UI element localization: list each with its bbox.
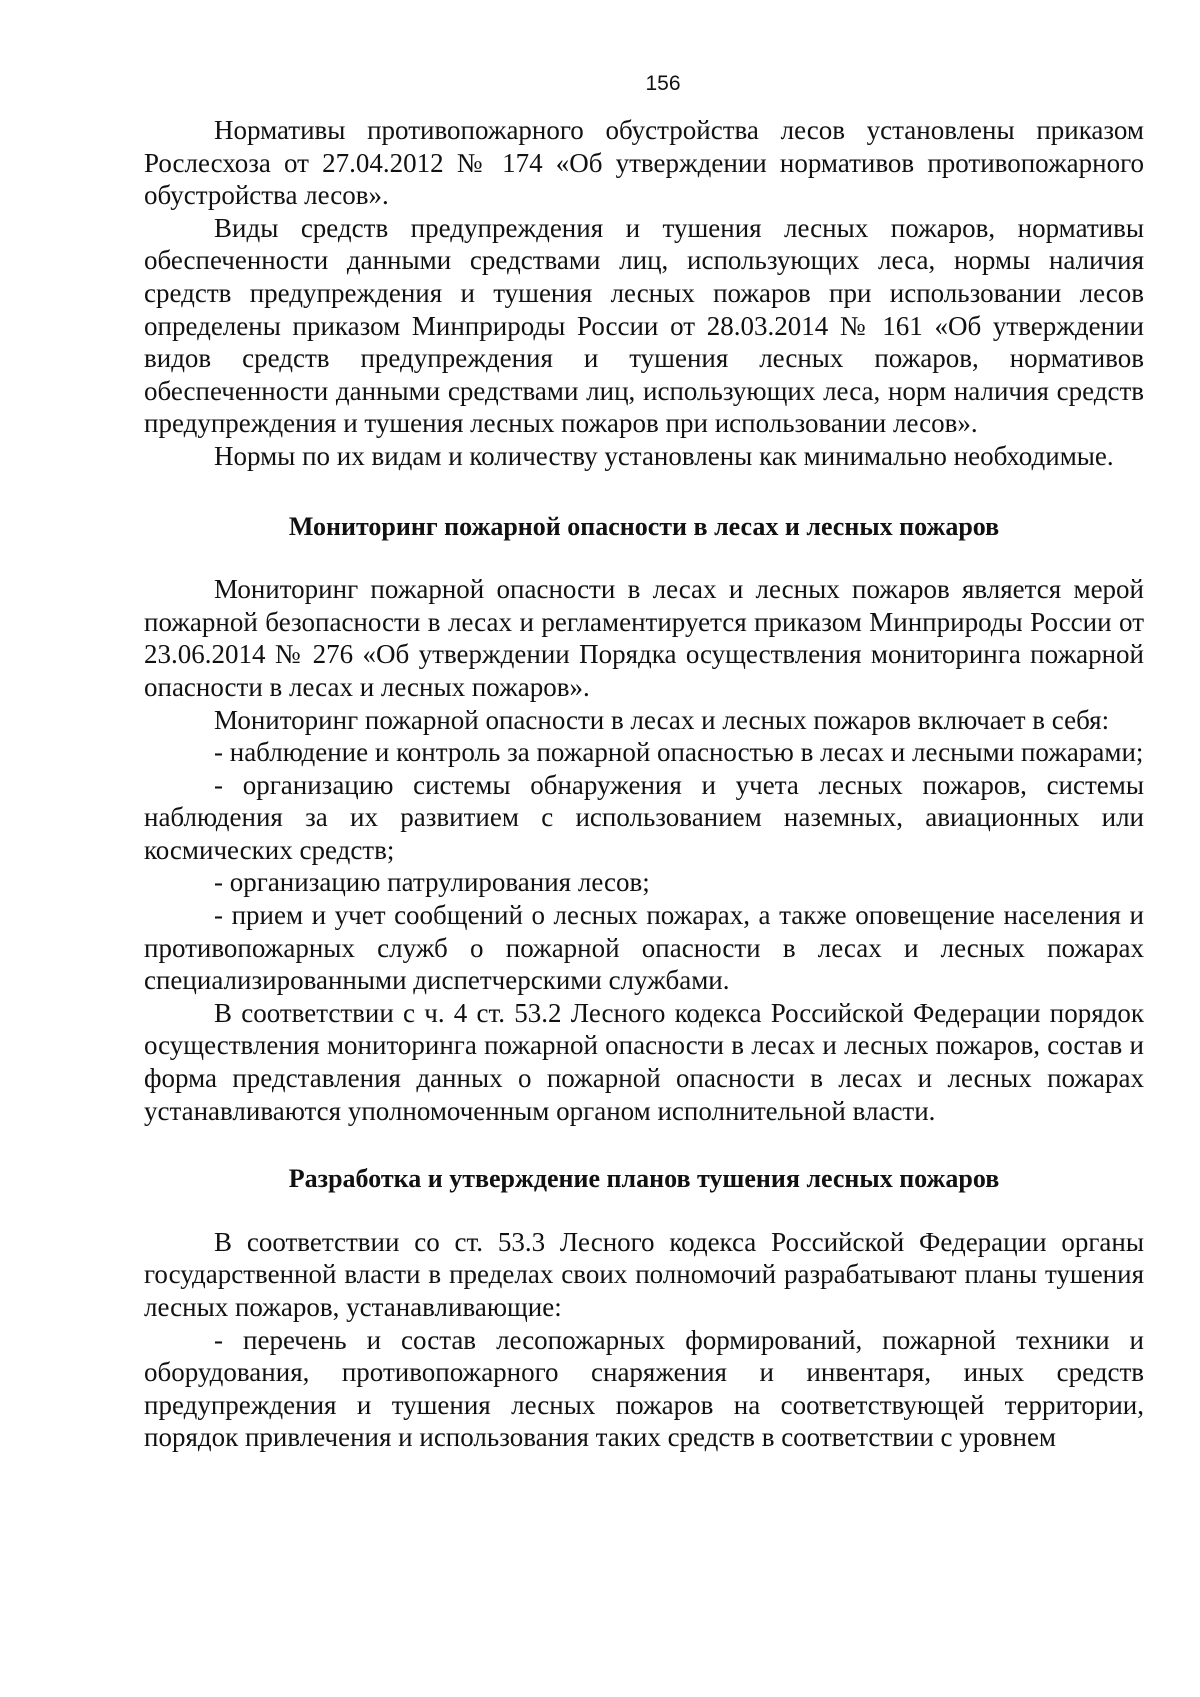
paragraph-monitoring-procedure: В соответствии с ч. 4 ст. 53.2 Лесного кодекса Российской Федерации порядок осуществления мониторинга пожарной опасности в лесах и лесных пожаров, состав и форма представления данных о пожарной опасности в лесах и лесных пожарах устанавливаются уполномоченным органом исполнительной власти. (144, 997, 1144, 1126)
paragraph-monitoring-includes: Мониторинг пожарной опасности в лесах и лесных пожаров включает в себя: (214, 704, 1110, 735)
list-item-reports: - прием и учет сообщений о лесных пожарах, а также оповещение населения и противопожарных служб о пожарной опасности в лесах и лесных пожарах специализированными диспетчерскими службами. (144, 900, 1144, 996)
list-item-patrolling: - организацию патрулирования лесов; (214, 867, 650, 898)
list-item-observation: - наблюдение и контроль за пожарной опасностью в лесах и лесными пожарами; (214, 737, 1144, 768)
paragraph-fire-means-types: Виды средств предупреждения и тушения лесных пожаров, нормативы обеспеченности данными средствами лиц, использующих леса, нормы наличия средств предупреждения и тушения лесных пожаров при использовании лесов определены приказом Минприроды России от 28.03.2014 № 161 «Об утверждении видов средств предупреждения и тушения лесных пожаров, нормативов обеспеченности данными средствами лиц, использующих леса, норм наличия средств предупреждения и тушения лесных пожаров при использовании лесов». (144, 212, 1144, 439)
page-number: 156 (645, 72, 681, 95)
list-item-detection-system: - организацию системы обнаружения и учета лесных пожаров, системы наблюдения за их развитием с использованием наземных, авиационных или космических средств; (144, 769, 1144, 865)
section-heading-fire-plans: Разработка и утверждение планов тушения лесных пожаров (288, 1164, 1000, 1194)
document-body (144, 114, 1144, 1454)
section-heading-monitoring: Мониторинг пожарной опасности в лесах и лесных пожаров (288, 511, 1000, 541)
paragraph-monitoring-intro: Мониторинг пожарной опасности в лесах и лесных пожаров является мерой пожарной безопасности в лесах и регламентируется приказом Минприроды России от 23.06.2014 № 276 «Об утверждении Порядка осуществления мониторинга пожарной опасности в лесах и лесных пожаров». (144, 574, 1144, 702)
list-item-formations-list: - перечень и состав лесопожарных формирований, пожарной техники и оборудования, противопожарного снаряжения и инвентаря, иных средств предупреждения и тушения лесных пожаров на соответствующей территории, порядок привлечения и использования таких средств в соответствии с уровнем (144, 1324, 1144, 1453)
paragraph-fire-plans-intro: В соответствии со ст. 53.3 Лесного кодекса Российской Федерации органы государственной власти в пределах своих полномочий разрабатывают планы тушения лесных пожаров, устанавливающие: (144, 1226, 1144, 1322)
paragraph-fire-arrangement-norms: Нормативы противопожарного обустройства лесов установлены приказом Рослесхоза от 27.04.2012 № 174 «Об утверждении нормативов противопожарного обустройства лесов». (144, 115, 1144, 211)
paragraph-minimum-norms: Нормы по их видам и количеству установлены как минимально необходимые. (214, 440, 1114, 471)
